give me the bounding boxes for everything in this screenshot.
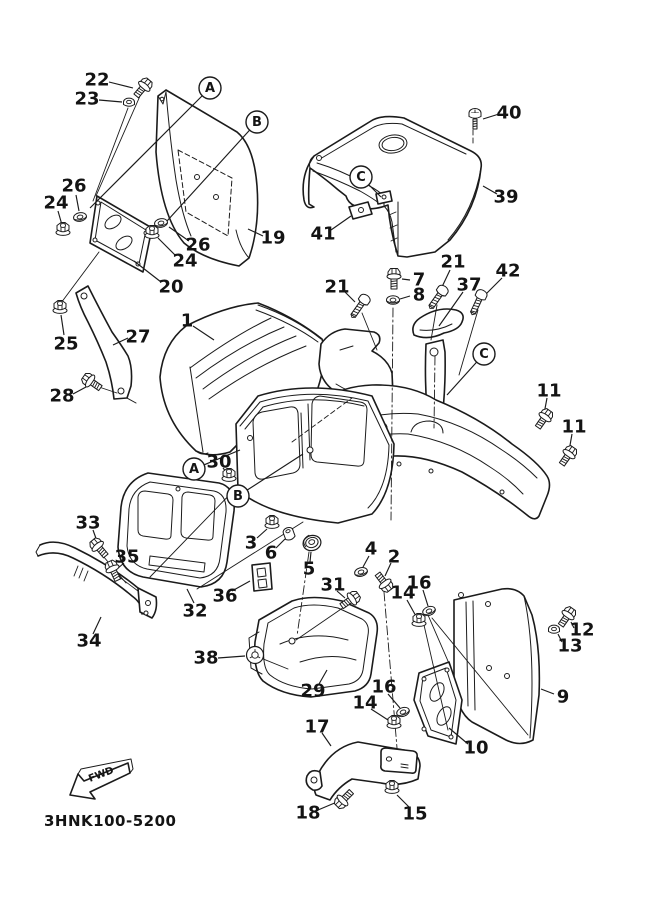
- svg-text:A: A: [188, 462, 200, 477]
- callout-6: 6: [264, 542, 278, 564]
- callout-25: 25: [53, 333, 79, 355]
- reference-letter-A: [199, 77, 221, 99]
- washer-4-icon: [354, 566, 369, 578]
- svg-text:C: C: [356, 170, 366, 185]
- fwd-arrow: [70, 759, 133, 799]
- leader-line-9: [541, 689, 554, 694]
- headlight-bezel: [236, 388, 394, 523]
- callout-2: 2: [387, 546, 401, 568]
- nut-24-icon: [56, 223, 70, 236]
- callout-21: 21: [324, 276, 350, 298]
- nut-13-icon: [549, 625, 560, 633]
- callout-27: 27: [125, 326, 151, 348]
- pan-screw-40-icon: [469, 109, 481, 130]
- leader-line-3: [257, 529, 267, 538]
- callout-4: 4: [364, 538, 378, 560]
- nut-23-icon: [124, 98, 135, 106]
- washer-26-icon: [73, 212, 87, 223]
- flange-bolt-11-icon: [532, 407, 555, 432]
- collar-6-icon: [282, 526, 296, 541]
- callout-5: 5: [302, 558, 316, 580]
- callout-32: 32: [182, 600, 208, 622]
- flange-bolt-11-icon: [556, 444, 579, 469]
- callout-41: 41: [310, 223, 336, 245]
- part-9-side-panel: [454, 589, 539, 744]
- callout-1: 1: [180, 310, 194, 332]
- reference-letter-B: [246, 111, 268, 133]
- leader-line-7: [402, 279, 410, 280]
- callout-11: 11: [561, 416, 587, 438]
- part-37-damper-pad: [413, 309, 463, 338]
- callout-36: 36: [212, 585, 238, 607]
- screw-21-icon: [425, 283, 449, 311]
- part-17-stay-bracket: [306, 742, 420, 800]
- callout-3: 3: [244, 532, 258, 554]
- callout-14: 14: [352, 692, 378, 714]
- flange-bolt-7-icon: [387, 269, 401, 290]
- leader-line-20: [134, 261, 161, 282]
- svg-text:C: C: [479, 347, 489, 362]
- callout-22: 22: [84, 69, 110, 91]
- leader-line-23: [99, 100, 122, 102]
- leader-line-28: [73, 387, 86, 394]
- callout-33: 33: [75, 512, 101, 534]
- reference-letter-C: [473, 343, 495, 365]
- leader-line-6: [276, 539, 285, 548]
- svg-text:B: B: [233, 489, 243, 504]
- callout-29: 29: [300, 680, 326, 702]
- callout-30: 30: [206, 451, 232, 473]
- callout-40: 40: [496, 102, 522, 124]
- reference-letter-C: [350, 166, 372, 188]
- callout-17: 17: [304, 716, 330, 738]
- callout-42: 42: [495, 260, 521, 282]
- leader-line-22: [109, 82, 133, 88]
- nut-25-icon: [53, 301, 67, 314]
- callout-16: 16: [406, 572, 432, 594]
- nut-3-icon: [265, 516, 279, 529]
- callout-7: 7: [412, 269, 426, 291]
- part-20-bracket-plate: [90, 196, 152, 272]
- callout-15: 15: [402, 803, 428, 825]
- callout-11: 11: [536, 380, 562, 402]
- callout-26: 26: [185, 234, 211, 256]
- callout-37: 37: [456, 274, 482, 296]
- leader-line-26: [76, 195, 79, 211]
- reference-letter-B: [227, 485, 249, 507]
- fwd-arrow-label: FWD: [87, 765, 116, 785]
- flange-bolt-22-icon: [131, 76, 155, 101]
- grommet-5-icon: [301, 533, 322, 553]
- svg-text:B: B: [252, 115, 262, 130]
- part-32-front-grille: [118, 473, 234, 587]
- callout-9: 9: [556, 686, 570, 708]
- callout-19: 19: [260, 227, 286, 249]
- callout-10: 10: [463, 737, 489, 759]
- svg-text:A: A: [204, 81, 216, 96]
- callout-38: 38: [193, 647, 219, 669]
- callout-18: 18: [295, 802, 321, 824]
- callout-21: 21: [440, 251, 466, 273]
- leader-line-8: [400, 296, 410, 299]
- nut-24-icon: [145, 226, 159, 239]
- callout-24: 24: [43, 192, 69, 214]
- callout-20: 20: [158, 276, 184, 298]
- callout-8: 8: [412, 284, 426, 306]
- callout-23: 23: [74, 88, 100, 110]
- callout-26: 26: [61, 175, 87, 197]
- reference-letter-A: [183, 458, 205, 480]
- grommet-38-icon: [247, 647, 264, 664]
- callout-28: 28: [49, 385, 75, 407]
- callout-14: 14: [390, 582, 416, 604]
- nut-15-icon: [385, 781, 399, 794]
- callout-12: 12: [569, 619, 595, 641]
- callout-16: 16: [371, 676, 397, 698]
- callout-34: 34: [76, 630, 102, 652]
- callout-39: 39: [493, 186, 519, 208]
- nut-14-icon: [387, 716, 401, 729]
- callout-24: 24: [172, 250, 198, 272]
- callout-31: 31: [320, 574, 346, 596]
- diagram-part-code: 3HNK100-5200: [44, 812, 177, 830]
- leader-line-C: [447, 362, 477, 395]
- leader-line-25: [61, 315, 64, 335]
- washer-8-icon: [387, 296, 400, 305]
- callout-13: 13: [557, 635, 583, 657]
- screw-21-icon: [347, 292, 371, 320]
- leader-line-38: [218, 656, 245, 658]
- callout-35: 35: [114, 546, 140, 568]
- nut-14-icon: [412, 614, 426, 627]
- flange-bolt-28-icon: [80, 371, 105, 394]
- part-36-bracket: [252, 563, 272, 591]
